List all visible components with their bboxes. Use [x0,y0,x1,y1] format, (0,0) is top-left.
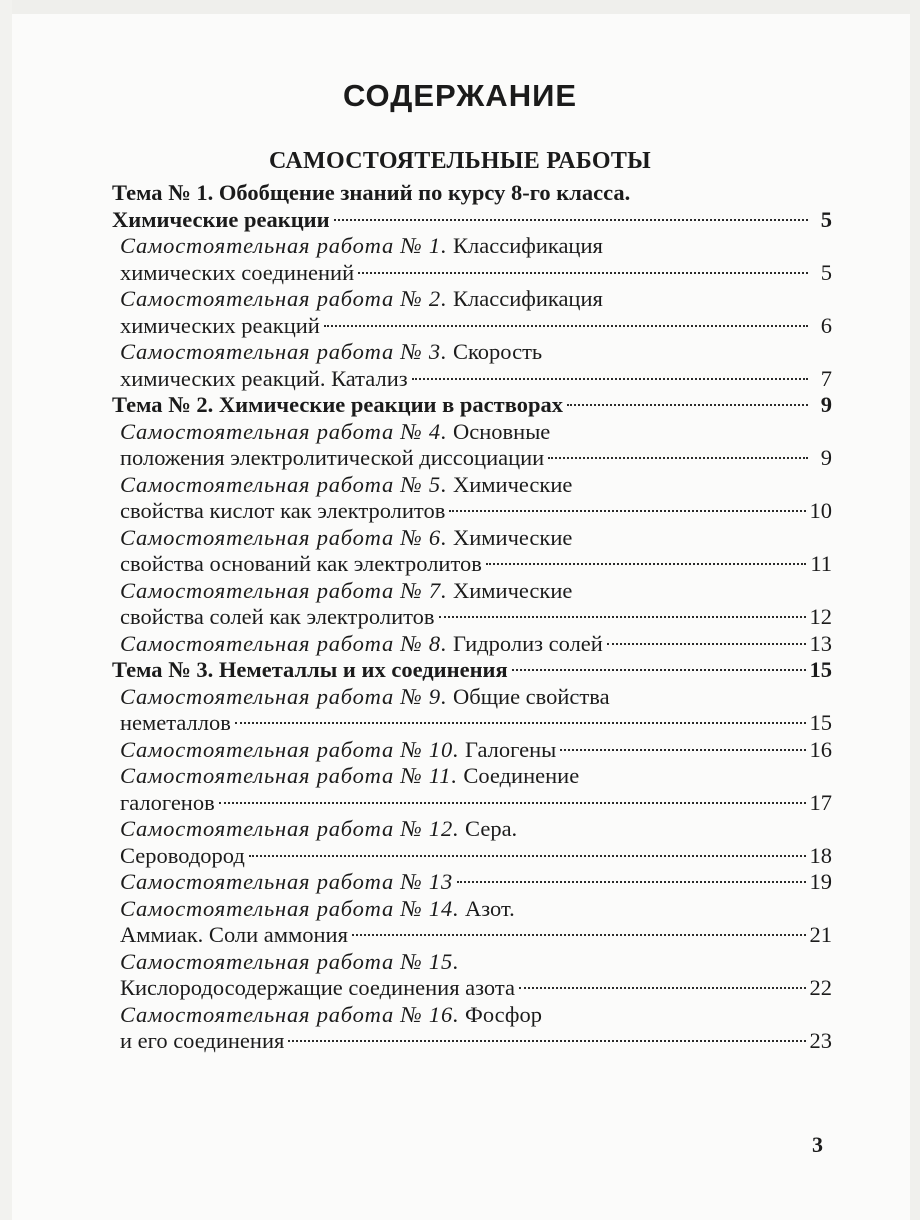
page-number: 3 [812,1132,823,1157]
dot-leader [288,1040,805,1042]
toc-topic-1-line-1 [112,180,832,207]
page-edge-right [910,0,920,1220]
dot-leader [352,934,806,936]
toc-entry-6-line-1[interactable] [112,525,832,552]
toc-entry-8[interactable] [112,631,832,658]
page-ref: 11 [810,551,832,576]
toc-entry-7-line-2[interactable] [112,604,832,631]
work-label: Самостоятельная работа № 10. [120,736,460,762]
toc-entry-1-line-1[interactable] [112,233,832,260]
page-ref: 23 [809,1028,832,1053]
work-title-cont: химических соединений [120,259,355,285]
topic-title: Химические реакции [112,206,330,232]
work-title-cont: химических реакций [120,312,320,338]
toc-entry-12-line-1[interactable] [112,816,832,843]
dot-leader [439,616,806,618]
page-ref: 12 [809,604,832,629]
toc-entry-11-line-2[interactable] [112,790,832,817]
work-label: Самостоятельная работа № 5. [120,471,448,497]
toc-entry-9-line-2[interactable] [112,710,832,737]
toc-entry-15-line-1[interactable] [112,949,832,976]
dot-leader [519,987,806,989]
work-title-cont: положения электролитической диссоциации [120,445,545,470]
work-title-cont: химических реакций. Катализ [120,365,408,391]
work-title: Фосфор [459,1001,542,1027]
work-label: Самостоятельная работа № 13 [120,869,453,894]
work-title: Сера. [459,816,518,841]
toc-entry-11-line-1[interactable] [112,763,832,790]
page-ref: 5 [820,259,832,285]
toc-entry-10[interactable] [112,737,832,764]
dot-leader [412,378,808,380]
toc-topic-1-line-2[interactable] [112,207,832,234]
toc-entry-1-line-2[interactable] [112,260,832,287]
work-label: Самостоятельная работа № 11. [120,763,458,788]
work-title-cont: галогенов [120,789,215,815]
work-title: Общие свойства [447,683,610,709]
page-title: СОДЕРЖАНИЕ [342,78,578,113]
work-title: Скорость [447,339,543,364]
work-label: Самостоятельная работа № 15. [120,948,460,974]
toc-entry-5-line-2[interactable] [112,498,832,525]
dot-leader [449,510,805,512]
work-title: Азот. [459,895,515,921]
dot-leader [607,643,806,645]
page-ref: 6 [820,312,832,338]
toc-entry-2-line-1[interactable] [112,286,832,313]
work-title: Химические [447,524,573,550]
table-of-contents [112,180,832,1055]
page-ref: 18 [809,842,832,868]
work-title: Химические [447,577,573,603]
page-ref: 9 [820,445,832,470]
dot-leader [512,669,806,671]
work-label: Самостоятельная работа № 8. [120,630,448,656]
work-title: Химические [447,471,573,497]
section-title: САМОСТОЯТЕЛЬНЫЕ РАБОТЫ [268,148,652,174]
work-title-cont: Сероводород [120,842,245,868]
work-title-cont: Кислородосодержащие соединения азота [120,975,515,1000]
page-ref: 21 [809,922,832,947]
work-title: Классификация [447,233,603,258]
work-title-cont: Аммиак. Соли аммония [120,922,348,947]
work-label: Самостоятельная работа № 6. [120,524,448,550]
dot-leader [560,749,805,751]
work-label: Самостоятельная работа № 7. [120,577,448,603]
dot-leader [457,881,806,883]
page-ref: 10 [809,498,832,523]
toc-entry-16-line-2[interactable] [112,1028,832,1055]
toc-topic-2[interactable] [112,392,832,419]
topic-title: Тема № 1. Обобщение знаний по курсу 8-го класса. [112,180,631,205]
dot-leader [567,404,808,406]
page-ref: 7 [820,365,832,391]
dot-leader [219,802,806,804]
page-ref: 16 [809,736,832,762]
dot-leader [486,563,806,565]
toc-entry-5-line-1[interactable] [112,472,832,499]
page-ref: 5 [820,206,832,232]
dot-leader [249,855,806,857]
toc-entry-7-line-1[interactable] [112,578,832,605]
toc-entry-2-line-2[interactable] [112,313,832,340]
work-title-cont: и его соединения [120,1028,285,1053]
page-edge-left [0,0,12,1220]
work-label: Самостоятельная работа № 12. [120,816,460,841]
page-ref: 15 [809,710,832,735]
page-ref: 9 [820,392,832,417]
work-label: Самостоятельная работа № 16. [120,1001,460,1027]
toc-entry-9-line-1[interactable] [112,684,832,711]
work-label: Самостоятельная работа № 2. [120,286,448,311]
work-title: Соединение [457,763,580,788]
page-ref: 17 [809,789,832,815]
work-title: Основные [447,418,551,444]
work-label: Самостоятельная работа № 4. [120,418,448,444]
dot-leader [548,457,808,459]
dot-leader [324,325,808,327]
toc-entry-3-line-2[interactable] [112,366,832,393]
work-label: Самостоятельная работа № 1. [120,233,448,258]
topic-title: Тема № 3. Неметаллы и их соединения [112,657,508,682]
toc-entry-15-line-2[interactable] [112,975,832,1002]
toc-entry-14-line-1[interactable] [112,896,832,923]
page-ref: 15 [809,657,832,682]
work-title: Классификация [447,286,603,311]
page-ref: 13 [809,630,832,656]
toc-entry-14-line-2[interactable] [112,922,832,949]
page-edge-top [0,0,920,14]
work-label: Самостоятельная работа № 3. [120,339,448,364]
toc-entry-4-line-1[interactable] [112,419,832,446]
dot-leader [235,722,806,724]
topic-title: Тема № 2. Химические реакции в растворах [112,392,563,417]
toc-entry-4-line-2[interactable] [112,445,832,472]
toc-entry-12-line-2[interactable] [112,843,832,870]
toc-entry-3-line-1[interactable] [112,339,832,366]
work-title: Галогены [459,736,557,762]
work-title: Гидролиз солей [447,630,603,656]
toc-topic-3[interactable] [112,657,832,684]
work-title-cont: свойства кислот как электролитов [120,498,446,523]
page-ref: 22 [809,975,832,1000]
work-title-cont: неметаллов [120,710,231,735]
dot-leader [334,219,808,221]
toc-entry-16-line-1[interactable] [112,1002,832,1029]
work-title-cont: свойства солей как электролитов [120,604,435,629]
work-label: Самостоятельная работа № 14. [120,895,460,921]
work-title-cont: свойства оснований как электролитов [120,551,482,576]
work-label: Самостоятельная работа № 9. [120,683,448,709]
dot-leader [358,272,808,274]
page-ref: 19 [809,869,832,894]
toc-entry-13[interactable] [112,869,832,896]
toc-entry-6-line-2[interactable] [112,551,832,578]
